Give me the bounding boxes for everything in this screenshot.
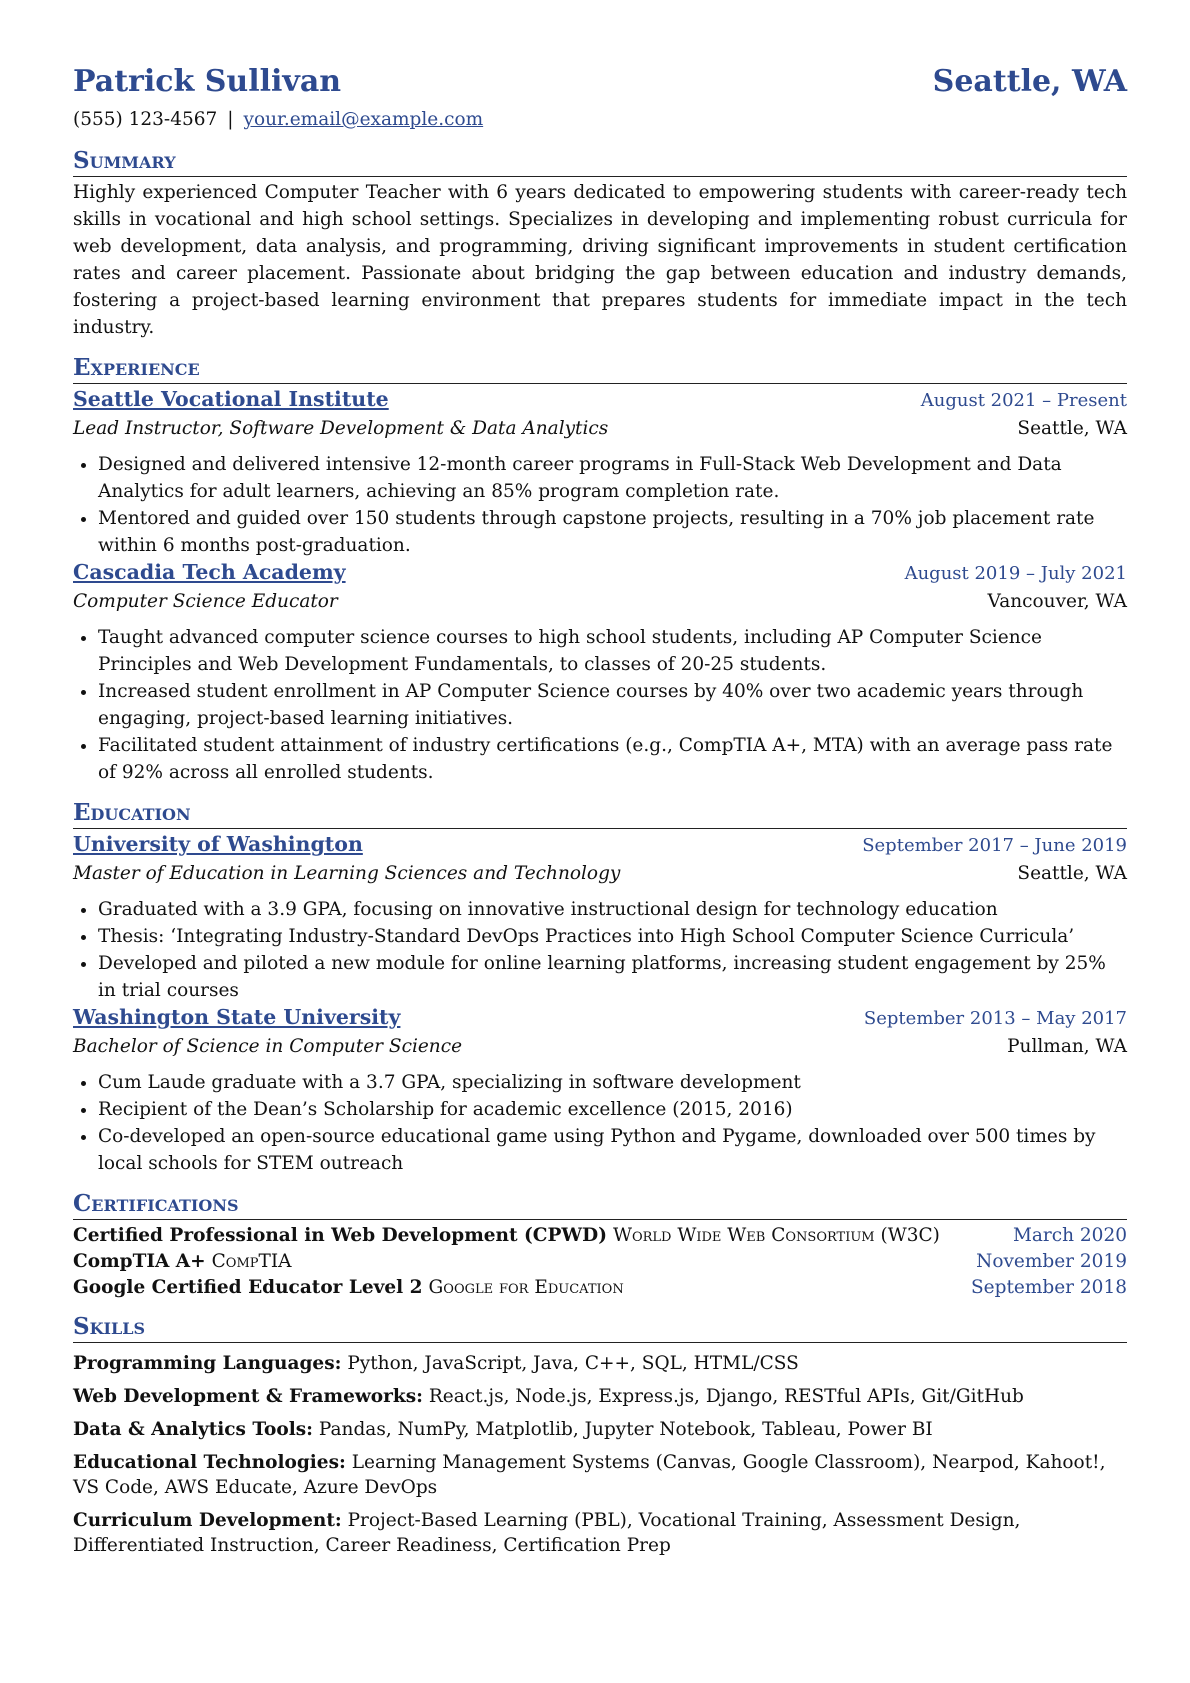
certification-issuer: World Wide Web Consortium (W3C): [612, 1225, 940, 1246]
education-list: [73, 831, 1127, 1177]
entry: [73, 1004, 1127, 1177]
entry-subheader: [73, 415, 1127, 443]
summary-text: Highly experienced Computer Teacher with 6 years dedicated to empowering students with career-ready tech skills in vocational and high school settings. Specializes in developing and implementing robust curricula for web development, data analysis, and programming, driving significant improvements in student certification rates and career placement. Passionate about bridging the gap between education and industry demands, fostering a project-based learning environment that prepares students for immediate impact in the tech industry.: [73, 182, 1127, 338]
organization-name: Cascadia Tech Academy: [73, 560, 346, 584]
phone: (555) 123-4567: [73, 109, 218, 130]
entry-header: [73, 386, 1127, 415]
contact-separator: |: [227, 109, 234, 130]
bullet-item: • Recipient of the Dean’s Scholarship for academic excellence (2015, 2016): [98, 1096, 1127, 1123]
entry-location: Vancouver, WA: [987, 591, 1127, 612]
entry: [73, 559, 1127, 786]
role-title: Bachelor of Science in Computer Science: [73, 1036, 463, 1057]
certification-name: Certified Professional in Web Development (CPWD): [73, 1225, 607, 1246]
skills-list: [73, 1351, 1127, 1558]
organization-name: Seattle Vocational Institute: [73, 387, 389, 411]
skills-heading: Skills: [73, 1312, 1127, 1343]
bullet-item: • Taught advanced computer science courses to high school students, including AP Computer Science Principles and Web Development Fundamentals, to classes of 20-25 students.: [98, 624, 1127, 678]
certifications-list: [73, 1222, 1127, 1300]
bullet-item: • Co-developed an open-source educational game using Python and Pygame, downloaded over 500 times by local schools for STEM outreach: [98, 1123, 1127, 1177]
bullet-item: • Increased student enrollment in AP Computer Science courses by 40% over two academic years through engaging, project-based learning initiatives.: [98, 678, 1127, 732]
organization-name: University of Washington: [73, 832, 363, 856]
bullet-list: [73, 624, 1127, 786]
entry: [73, 831, 1127, 1004]
skill-values: React.js, Node.js, Express.js, Django, RESTful APIs, Git/GitHub: [428, 1386, 1024, 1407]
contact-line: [73, 106, 1127, 134]
certification-date: September 2018: [971, 1277, 1127, 1298]
entry-subheader: [73, 1033, 1127, 1061]
date-range: August 2021 – Present: [920, 390, 1127, 411]
skill-row: [73, 1384, 1127, 1409]
email-link[interactable]: your.email@example.com: [243, 109, 484, 130]
entry: [73, 386, 1127, 559]
certification-row: [73, 1274, 1127, 1300]
skill-category: Curriculum Development:: [73, 1510, 342, 1531]
skill-values: Pandas, NumPy, Matplotlib, Jupyter Notebook, Tableau, Power BI: [318, 1419, 933, 1440]
bullet-list: [73, 451, 1127, 559]
role-title: Master of Education in Learning Sciences and Technology: [73, 863, 621, 884]
skill-category: Data & Analytics Tools:: [73, 1419, 314, 1440]
skill-category: Educational Technologies:: [73, 1452, 346, 1473]
bullet-item: • Developed and piloted a new module for online learning platforms, increasing student engagement by 25% in trial courses: [98, 950, 1127, 1004]
entry-header: [73, 559, 1127, 588]
organization-name: Washington State University: [73, 1005, 401, 1029]
bullet-item: • Thesis: ‘Integrating Industry-Standard DevOps Practices into High School Computer Science Curricula’: [98, 923, 1127, 950]
date-range: September 2013 – May 2017: [863, 1008, 1127, 1029]
header: [73, 62, 1127, 102]
resume-content: [73, 62, 1127, 1558]
bullet-item: • Mentored and guided over 150 students through capstone projects, resulting in a 70% job placement rate within 6 months post-graduation.: [98, 505, 1127, 559]
candidate-location: Seattle, WA: [932, 64, 1127, 99]
skill-row: [73, 1351, 1127, 1376]
bullet-list: [73, 1069, 1127, 1177]
skill-row: [73, 1508, 1127, 1558]
skill-values: Learning Management Systems (Canvas, Google Classroom), Nearpod, Kahoot!, VS Code, AWS Educate, Azure DevOps: [73, 1452, 1106, 1498]
certification-date: November 2019: [976, 1251, 1127, 1272]
bullet-list: [73, 896, 1127, 1004]
entry-subheader: [73, 860, 1127, 888]
skill-row: [73, 1450, 1127, 1500]
summary-heading: Summary: [73, 146, 1127, 177]
certification-name: CompTIA A+: [73, 1251, 206, 1272]
bullet-item: • Cum Laude graduate with a 3.7 GPA, specializing in software development: [98, 1069, 1127, 1096]
skill-row: [73, 1417, 1127, 1442]
bullet-item: • Graduated with a 3.9 GPA, focusing on innovative instructional design for technology education: [98, 896, 1127, 923]
entry-location: Seattle, WA: [1017, 863, 1127, 884]
certifications-heading: Certifications: [73, 1189, 1127, 1220]
certification-name: Google Certified Educator Level 2: [73, 1277, 423, 1298]
certification-date: March 2020: [1012, 1225, 1127, 1246]
certification-issuer: Google for Education: [428, 1277, 624, 1298]
skill-values: Python, JavaScript, Java, C++, SQL, HTML/CSS: [347, 1353, 799, 1374]
skill-values: Project-Based Learning (PBL), Vocational Training, Assessment Design, Differentiated Instruction, Career Readiness, Certification Prep: [73, 1510, 1021, 1556]
bullet-item: • Designed and delivered intensive 12-month career programs in Full-Stack Web Development and Data Analytics for adult learners, achieving an 85% program completion rate.: [98, 451, 1127, 505]
certification-row: [73, 1248, 1127, 1274]
experience-heading: Experience: [73, 353, 1127, 384]
role-title: Lead Instructor, Software Development & Data Analytics: [73, 418, 609, 439]
entry-subheader: [73, 588, 1127, 616]
role-title: Computer Science Educator: [73, 591, 338, 612]
certification-issuer: CompTIA: [211, 1251, 292, 1272]
experience-list: [73, 386, 1127, 786]
education-heading: Education: [73, 798, 1127, 829]
certification-left: [73, 1274, 624, 1300]
entry-location: Seattle, WA: [1017, 418, 1127, 439]
entry-location: Pullman, WA: [1007, 1036, 1127, 1057]
certification-row: [73, 1222, 1127, 1248]
date-range: September 2017 – June 2019: [862, 835, 1127, 856]
entry-header: [73, 831, 1127, 860]
certification-left: [73, 1248, 292, 1274]
bullet-item: • Facilitated student attainment of industry certifications (e.g., CompTIA A+, MTA) with an average pass rate of 92% across all enrolled students.: [98, 732, 1127, 786]
skill-category: Web Development & Frameworks:: [73, 1386, 423, 1407]
skill-category: Programming Languages:: [73, 1353, 342, 1374]
entry-header: [73, 1004, 1127, 1033]
certification-left: [73, 1222, 940, 1248]
date-range: August 2019 – July 2021: [904, 563, 1127, 584]
candidate-name: Patrick Sullivan: [73, 64, 342, 99]
